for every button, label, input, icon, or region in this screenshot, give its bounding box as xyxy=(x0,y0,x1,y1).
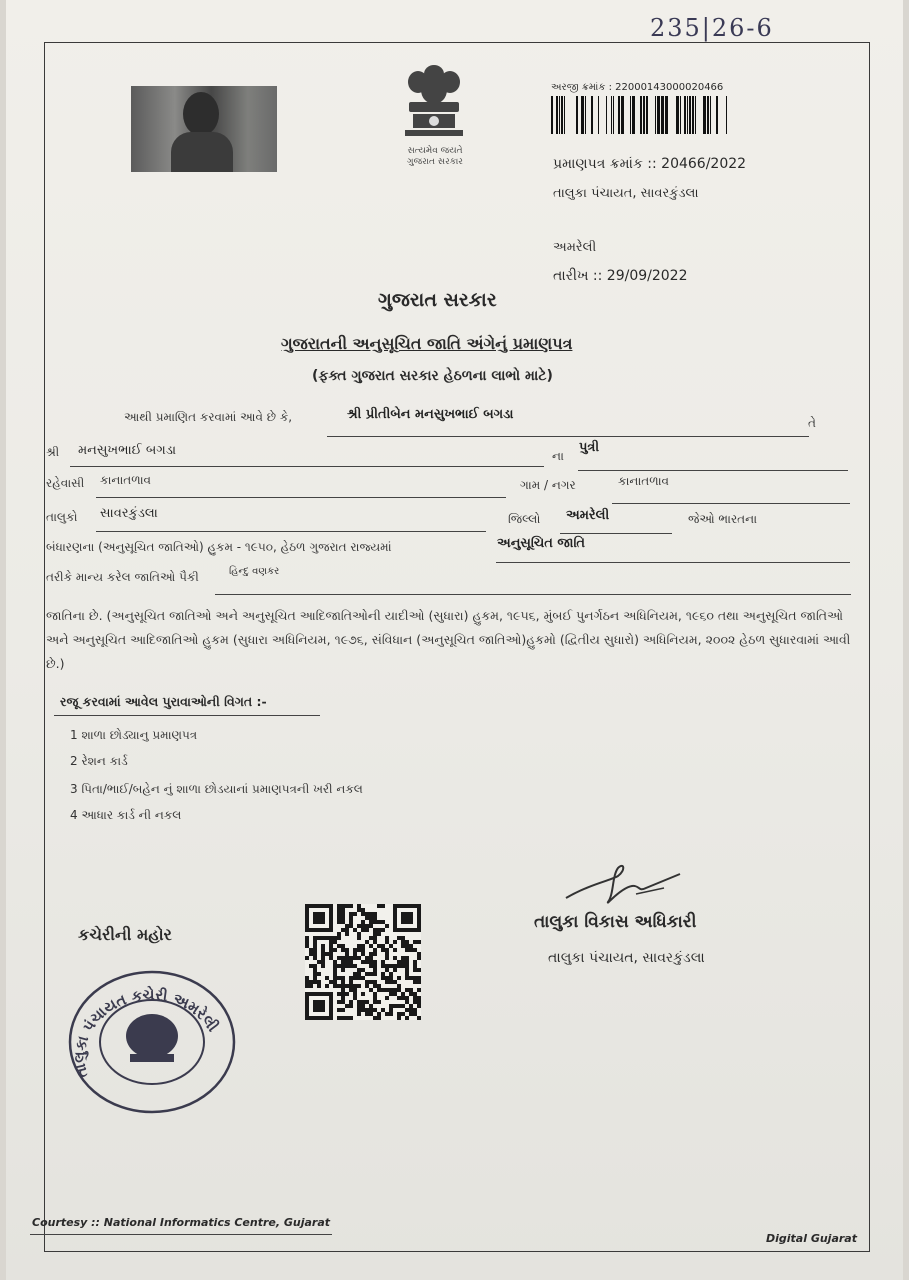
underline xyxy=(96,531,486,532)
evidence-item: 1 શાળા છોડ્યાનુ પ્રમાણપત્ર xyxy=(70,728,198,742)
qr-code xyxy=(305,903,421,1021)
government-title: ગુજરાત સરકાર xyxy=(378,289,497,311)
evidence-item: 2 રેશન કાર્ડ xyxy=(70,754,128,768)
underline xyxy=(612,503,850,504)
village-label: ગામ / નગર xyxy=(520,478,576,492)
certificate-number: પ્રમાણપત્ર ક્રમાંક :: 20466/2022 xyxy=(553,156,747,172)
issuing-district: અમરેલી xyxy=(553,240,597,255)
constitution-label: બંધારણના (અનુસૂચિત જાતિઓ) હુકમ - ૧૯૫૦, હેઠળ ગુજરાત રાજ્યમાં xyxy=(46,540,392,554)
resident-label: રહેવાસી xyxy=(46,476,85,490)
office-seal xyxy=(66,966,238,1114)
underline xyxy=(70,466,544,467)
office-seal-label: કચેરીની મહોર xyxy=(78,925,172,944)
caste-value: હિન્દુ વણકર xyxy=(229,566,280,577)
parent-name: મનસુખભાઈ બગડા xyxy=(78,443,177,458)
suffix-te: તે xyxy=(808,416,816,430)
svg-text:તાલુકા પંચાયત કચેરી અમરેલી: તાલુકા પંચાયત કચેરી અમરેલી xyxy=(70,985,222,1080)
underline xyxy=(560,533,672,534)
underline xyxy=(215,594,851,595)
officer-signature xyxy=(560,858,690,914)
footer-digital-gujarat: Digital Gujarat xyxy=(766,1232,857,1245)
na-label: ના xyxy=(552,449,564,463)
certificate-subtitle: (ફક્ત ગુજરાત સરકાર હેઠળના લાભો માટે) xyxy=(312,368,553,384)
applicant-name: શ્રી પ્રીતીબેન મનસુખભાઈ બગડા xyxy=(347,407,514,422)
recognized-label: તરીકે માન્ય કરેલ જાતિઓ પૈકી xyxy=(46,570,199,584)
footer-courtesy: Courtesy :: National Informatics Centre, Gujarat xyxy=(32,1216,331,1229)
handwritten-note: 235|26-6 xyxy=(650,14,774,42)
legal-paragraph: જાતિના છે. (અનુસૂચિત જાતિઓ અને અનુસૂચિત આદિજાતિઓની યાદીઓ (સુધારા) હુકમ, ૧૯૫૬, મુંબઈ પુનર્ગઠન અધિનિયમ, ૧૯૬૦ તથા અનુસૂચિત જાતિઓ અને અનુસૂચિત આદિજાતિઓ હુકમ (સુધારા અધિનિયમ, ૧૯૭૬, સંવિધાન (અનુસૂચિત જાતિઓ)હુકમો (દ્વિતીય સુધારો) અધિનિયમ, ૨૦૦૨ હેઠળ સુધારવામાં આવી છે.) xyxy=(46,608,851,671)
category-value: અનુસૂચિત જાતિ xyxy=(497,536,586,551)
application-number: અરજી ક્રમાંક : 22000143000020466 xyxy=(551,82,724,93)
emblem-caption: સત્યમેવ જયતે ગુજરાત સરકાર xyxy=(407,146,463,167)
taluka-label: તાલુકો xyxy=(46,510,78,524)
shri-label: શ્રી xyxy=(46,445,60,459)
officer-title: તાલુકા વિકાસ અધિકારી xyxy=(534,912,697,932)
evidence-item: 4 આધાર કાર્ડ ની નકલ xyxy=(70,808,182,822)
applicant-photo xyxy=(131,86,277,172)
underline xyxy=(327,436,809,437)
intro-label: આથી પ્રમાણિત કરવામાં આવે છે કે, xyxy=(124,410,293,424)
officer-office: તાલુકા પંચાયત, સાવરકુંડલા xyxy=(548,950,705,966)
certificate-title: ગુજરાતની અનુસૂચિત જાતિ અંગેનું પ્રમાણપત્ર xyxy=(281,334,573,353)
village-value: કાનાતળાવ xyxy=(618,474,670,488)
jeo-label: જેઓ ભારતના xyxy=(688,512,758,526)
evidence-heading: રજૂ કરવામાં આવેલ પુરાવાઓની વિગત :- xyxy=(60,694,267,709)
underline xyxy=(54,715,320,716)
resident-value: કાનાતળાવ xyxy=(100,473,152,487)
relation-value: પુત્રી xyxy=(579,440,600,455)
barcode xyxy=(551,96,735,134)
issuing-office: તાલુકા પંચાયત, સાવરકુંડલા xyxy=(553,186,699,201)
taluka-value: સાવરકુંડલા xyxy=(100,506,158,521)
national-emblem-icon xyxy=(393,60,475,144)
underline xyxy=(496,562,850,563)
underline xyxy=(578,470,848,471)
issue-date: તારીખ :: 29/09/2022 xyxy=(553,268,688,284)
district-value: અમરેલી xyxy=(566,508,610,523)
evidence-item: 3 પિતા/ભાઈ/બહેન નું શાળા છોડયાનાં પ્રમાણપત્રની ખરી નકલ xyxy=(70,782,363,796)
underline xyxy=(30,1234,332,1235)
district-label: જિલ્લો xyxy=(508,512,541,526)
underline xyxy=(96,497,506,498)
